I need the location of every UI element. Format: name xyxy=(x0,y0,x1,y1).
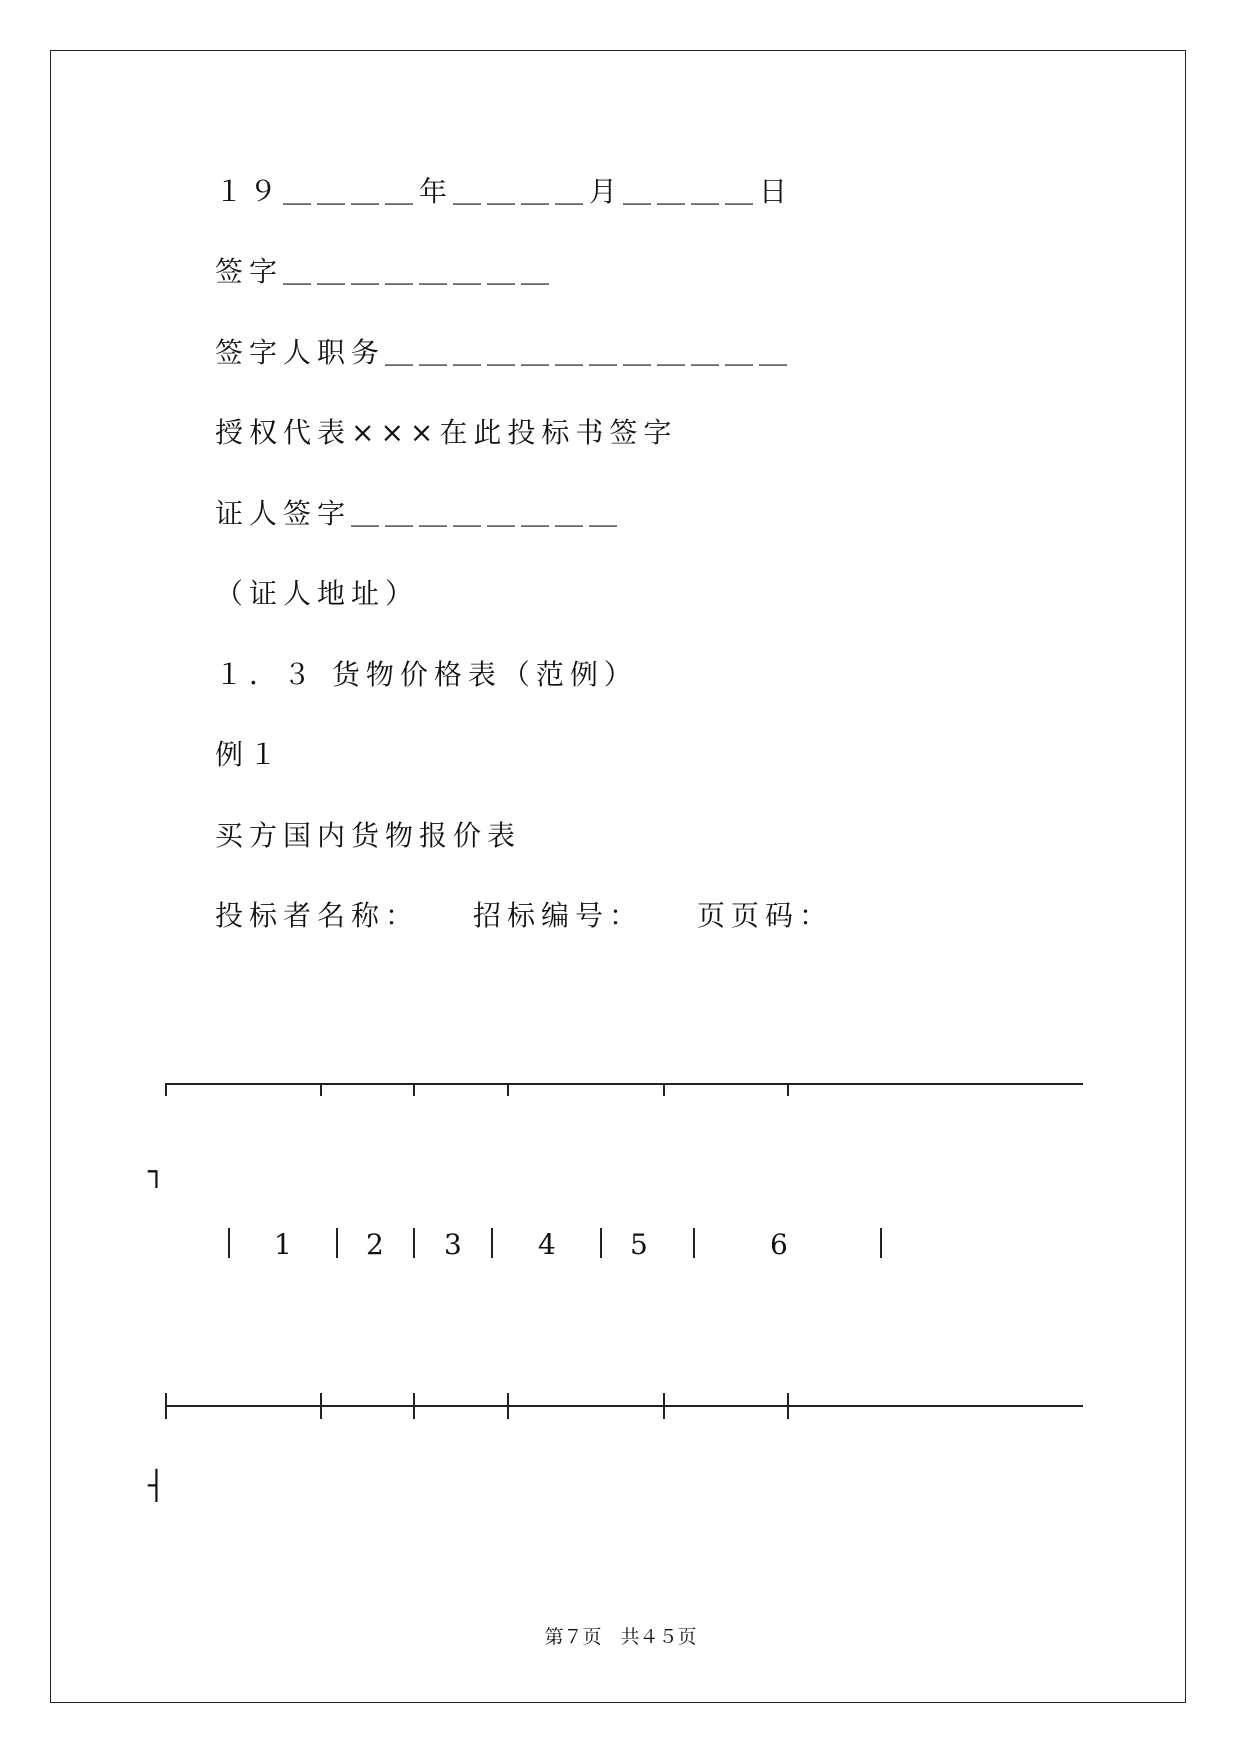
table-top-tick xyxy=(663,1083,665,1096)
page-footer: 第７页 共４５页 xyxy=(544,1626,697,1648)
table-top-rule xyxy=(165,1083,1083,1085)
table-top-tick xyxy=(413,1083,415,1096)
table-mid-junction xyxy=(507,1393,509,1419)
table-header-cell: 1 xyxy=(274,1228,292,1261)
table-mid-left-junction xyxy=(165,1393,167,1419)
table-column-separator xyxy=(413,1228,415,1258)
table-header-cell: 2 xyxy=(366,1228,384,1261)
example-label: 例１ xyxy=(215,738,284,771)
authorized-rep-line: 授权代表×××在此投标书签字 xyxy=(215,416,678,449)
table-mid-junction xyxy=(663,1393,665,1419)
table-header-cell: 6 xyxy=(770,1228,788,1261)
signer-title-line: 签字人职务＿＿＿＿＿＿＿＿＿＿＿＿ xyxy=(215,336,794,369)
table-column-separator xyxy=(228,1228,230,1258)
table-mid-junction xyxy=(413,1393,415,1419)
table-column-separator xyxy=(491,1228,493,1258)
table-header-cell: 3 xyxy=(444,1228,462,1261)
table-mid-junction xyxy=(320,1393,322,1419)
table-header-cell: 5 xyxy=(630,1228,648,1261)
table-top-tick xyxy=(507,1083,509,1096)
table-top-left-corner xyxy=(165,1083,167,1096)
table-top-tick xyxy=(787,1083,789,1096)
table-corner-top-right: ┐ xyxy=(148,1155,165,1188)
table-column-separator xyxy=(600,1228,602,1258)
section-heading: １．３ 货物价格表（范例） xyxy=(215,658,638,691)
witness-address-line: （证人地址） xyxy=(215,577,420,610)
table-middle-rule xyxy=(165,1405,1083,1407)
table-mid-junction xyxy=(787,1393,789,1419)
signature-line: 签字＿＿＿＿＿＿＿＿ xyxy=(215,255,556,288)
table-title: 买方国内货物报价表 xyxy=(215,819,522,852)
date-line: １９＿＿＿＿年＿＿＿＿月＿＿＿＿日 xyxy=(215,175,794,208)
table-column-separator xyxy=(880,1228,882,1258)
table-column-separator xyxy=(336,1228,338,1258)
page-border xyxy=(50,50,1186,1703)
witness-signature-line: 证人签字＿＿＿＿＿＿＿＿ xyxy=(215,497,624,530)
table-column-separator xyxy=(693,1228,695,1258)
table-corner-mid-right: ┤ xyxy=(148,1469,165,1502)
table-header-cell: 4 xyxy=(538,1228,556,1261)
table-top-tick xyxy=(320,1083,322,1096)
bidder-info-line: 投标者名称： 招标编号： 页页码： xyxy=(215,899,834,932)
